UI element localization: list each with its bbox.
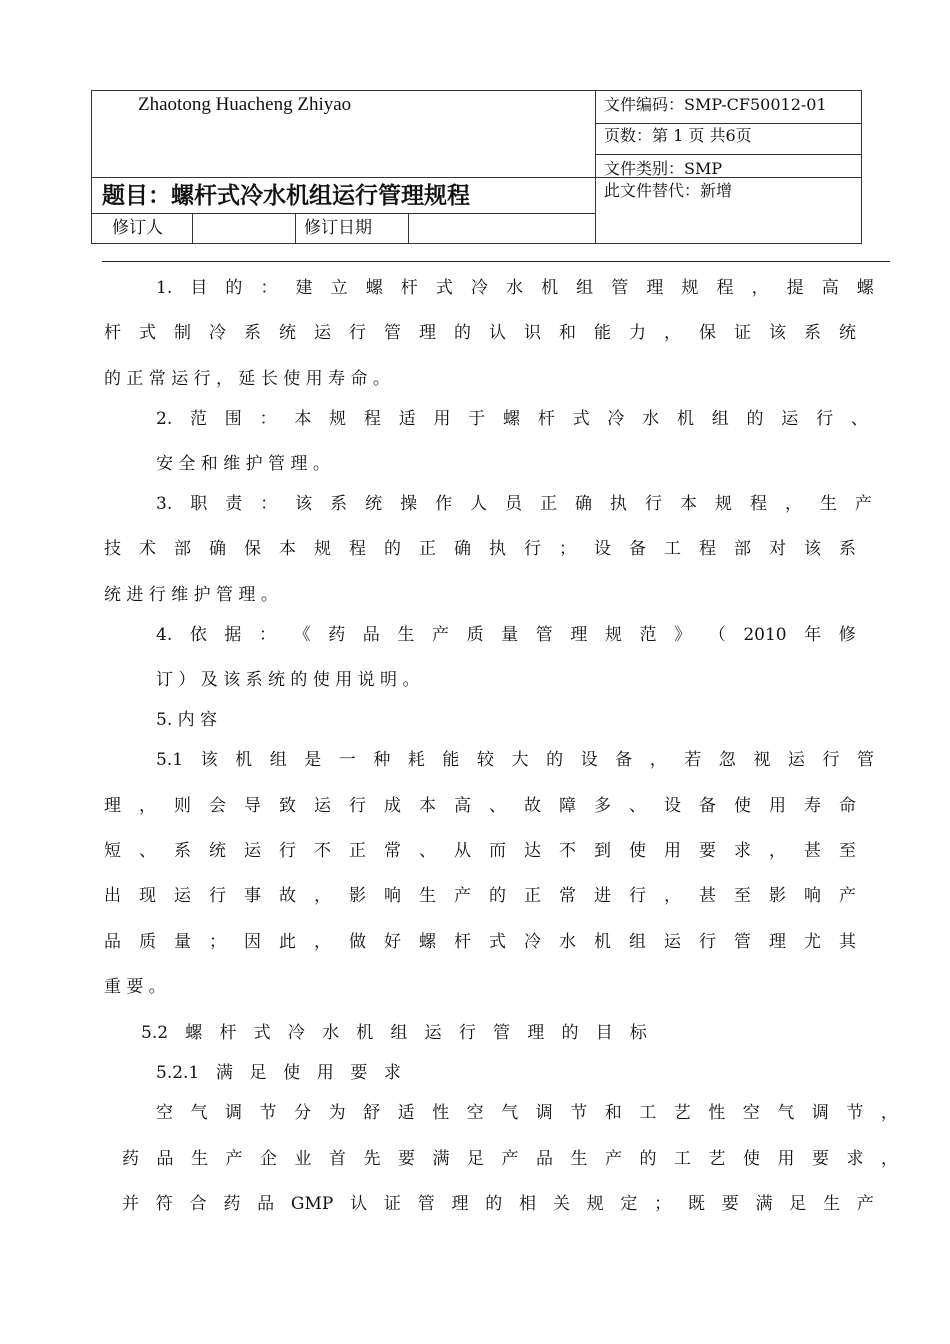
header-column-divider	[595, 91, 596, 243]
reviser-label: 修订人	[112, 218, 163, 238]
body-line: 1. 目 的 ： 建 立 螺 杆 式 冷 水 机 组 管 理 规 程 ， 提 高 螺	[156, 278, 874, 298]
body-line: 技 术 部 确 保 本 规 程 的 正 确 执 行 ； 设 备 工 程 部 对 该 系	[104, 539, 856, 559]
body-line: 安 全 和 维 护 管 理 。	[156, 454, 330, 474]
document-type: 文件类别：SMP	[604, 159, 723, 178]
body-line: 短 、 系 统 运 行 不 正 常 、 从 而 达 不 到 使 用 要 求 ， 甚 至	[104, 841, 856, 861]
document-replaces: 此文件替代：新增	[604, 181, 733, 200]
body-line: 理 ， 则 会 导 致 运 行 成 本 高 、 故 障 多 、 设 备 使 用 寿 命	[104, 796, 856, 816]
header-cell-divider	[295, 213, 296, 243]
body-line: 杆 式 制 冷 系 统 运 行 管 理 的 认 识 和 能 力 ， 保 证 该 系 统	[104, 323, 856, 343]
body-line: 5. 内 容	[156, 710, 218, 730]
body-line: 订 ） 及 该 系 统 的 使 用 说 明 。	[156, 670, 420, 690]
body-line: 重 要 。	[104, 977, 166, 997]
body-line: 5.2.1 满 足 使 用 要 求	[156, 1063, 401, 1083]
body-line: 药 品 生 产 企 业 首 先 要 满 足 产 品 生 产 的 工 艺 使 用 要 求 ，	[122, 1149, 898, 1169]
body-line: 2. 范 围 ： 本 规 程 适 用 于 螺 杆 式 冷 水 机 组 的 运 行 、	[156, 409, 868, 429]
document-code: 文件编码：SMP-CF50012-01	[604, 95, 827, 114]
body-line: 5.1 该 机 组 是 一 种 耗 能 较 大 的 设 备 ， 若 忽 视 运 行 管	[156, 750, 874, 770]
body-line: 品 质 量 ； 因 此 ， 做 好 螺 杆 式 冷 水 机 组 运 行 管 理 尤 其	[104, 932, 856, 952]
page-count: 页数：第 1 页 共6页	[604, 126, 752, 145]
document-title: 题目：螺杆式冷水机组运行管理规程	[102, 183, 470, 209]
document-header-table	[91, 90, 862, 244]
body-line: 的 正 常 运 行 ， 延 长 使 用 寿 命 。	[104, 369, 390, 389]
revision-date-label: 修订日期	[304, 218, 372, 238]
company-name: Zhaotong Huacheng Zhiyao	[138, 94, 352, 115]
body-line: 空 气 调 节 分 为 舒 适 性 空 气 调 节 和 工 艺 性 空 气 调 节 ，	[156, 1103, 898, 1123]
body-line: 5.2 螺 杆 式 冷 水 机 组 运 行 管 理 的 目 标	[141, 1023, 647, 1043]
header-cell-divider	[408, 213, 409, 243]
body-line: 统 进 行 维 护 管 理 。	[104, 585, 278, 605]
header-cell-divider	[192, 213, 193, 243]
header-row-divider	[595, 154, 861, 155]
body-line: 并 符 合 药 品 GMP 认 证 管 理 的 相 关 规 定 ； 既 要 满 足 生 产	[122, 1194, 874, 1214]
body-line: 出 现 运 行 事 故 ， 影 响 生 产 的 正 常 进 行 ， 甚 至 影 响 产	[104, 886, 856, 906]
body-line: 3. 职 责 ： 该 系 统 操 作 人 员 正 确 执 行 本 规 程 ， 生 产	[156, 494, 872, 514]
body-line: 4. 依 据 ： 《 药 品 生 产 质 量 管 理 规 范 》 （ 2010 年 修	[156, 625, 856, 645]
header-rule	[102, 261, 890, 262]
